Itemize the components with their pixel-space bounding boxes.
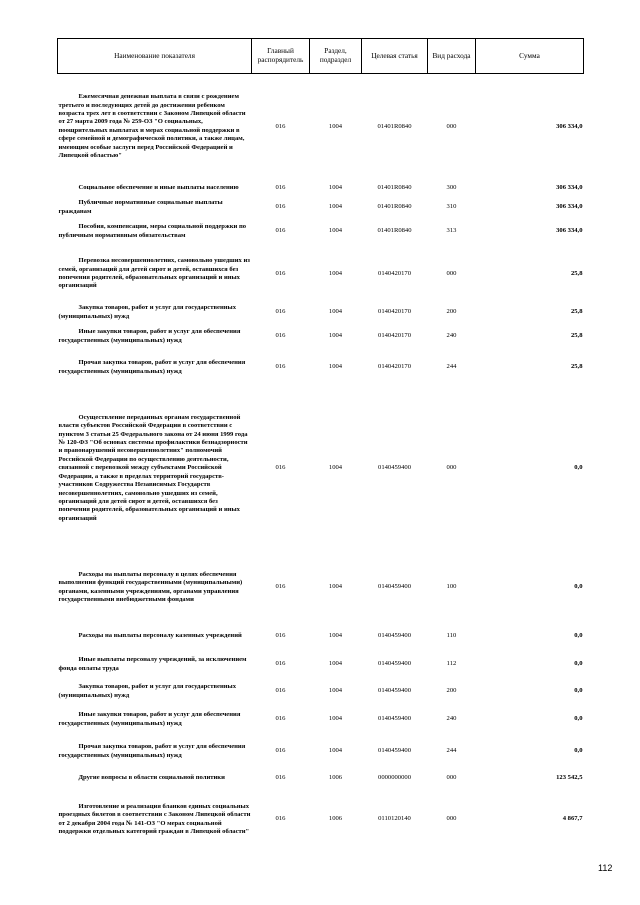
row-name: Иные закупки товаров, работ и услуг для обеспечения государственных (муниципальных) нужд <box>58 328 241 344</box>
row-sum: 25,8 <box>570 363 583 371</box>
row-expense: 000 <box>446 122 457 130</box>
row-target: 0140459400 <box>378 583 411 591</box>
table-header <box>58 39 584 74</box>
row-section: 1004 <box>328 583 343 591</box>
table-row <box>58 385 584 553</box>
row-section: 1004 <box>328 747 343 755</box>
header-name: Наименование показателя <box>58 39 252 74</box>
row-target: 0110120140 <box>378 815 411 823</box>
table-row <box>58 323 584 351</box>
row-name: Расходы на выплаты персоналу казенных учреждений <box>78 632 242 640</box>
row-expense: 000 <box>446 464 457 472</box>
row-name: Иные закупки товаров, работ и услуг для обеспечения государственных (муниципальных) нужд <box>58 711 241 727</box>
table-row <box>58 679 584 705</box>
header-sum: Сумма <box>476 39 584 74</box>
table-body <box>58 74 584 851</box>
row-target: 0140459400 <box>378 464 411 472</box>
page-number: 112 <box>598 863 613 873</box>
row-expense: 110 <box>446 632 457 640</box>
table-row <box>58 303 584 323</box>
row-expense: 310 <box>446 203 457 211</box>
table-row <box>58 623 584 651</box>
row-name: Прочая закупка товаров, работ и услуг для обеспечения государственных (муниципальных) нужд <box>58 359 246 375</box>
row-expense: 240 <box>446 715 457 723</box>
row-name: Другие вопросы в области социальной политики <box>78 774 225 782</box>
row-name: Пособия, компенсации, меры социальной поддержки по публичным нормативным обязательствам <box>58 223 247 239</box>
row-name: Ежемесячная денежная выплата в связи с рождением третьего и последующих детей до достижения ребенком возраста трех лет в соответствии с Законом Липецкой области от 27 марта 2009 года № 259-ОЗ "О социальных, поощрительных выплатах и мерах социальной поддержки в сфере семейной и демографической политики, а также лицам, имеющим особые заслуги перед Российской Федерацией и Липецкой областью" <box>58 93 246 159</box>
row-name: Осуществление переданных органам государственной власти субъектов Российской Федерации в соответствии с пунктом 3 статьи 25 Федерального закона от 24 июня 1999 года № 120-ФЗ "Об основах системы профилактики безнадзорности и правонарушений несовершеннолетних" полномочий Российской Федерации по осуществлению деятельности, связанной с перевозкой между субъектами Российской Федерации, а также в пределах территорий государств-участников Содружества Независимых Государств несовершеннолетних, самовольно ушедших из семей, организаций для детей сирот и детей, оставшихся без попечения родителей, образовательных организаций и иных организаций <box>58 413 248 522</box>
row-target: 0140459400 <box>378 687 411 695</box>
row-target: 0140459400 <box>378 660 411 668</box>
header-expense: Вид расхода <box>428 39 476 74</box>
row-expense: 112 <box>446 660 457 668</box>
row-name: Социальное обеспечение и иные выплаты населению <box>78 184 239 192</box>
row-sum: 25,8 <box>570 332 583 340</box>
row-sum: 0,0 <box>574 583 583 591</box>
row-target: 0140420170 <box>378 332 411 340</box>
table-row <box>58 735 584 769</box>
row-section: 1004 <box>328 632 343 640</box>
row-section: 1004 <box>328 122 343 130</box>
row-sum: 0,0 <box>574 632 583 640</box>
row-target: 0140459400 <box>378 747 411 755</box>
table-row <box>58 651 584 679</box>
row-section: 1004 <box>328 363 343 371</box>
header-admin: Главный распорядитель <box>252 39 310 74</box>
budget-table <box>57 38 584 851</box>
row-section: 1004 <box>328 184 343 192</box>
row-sum: 306 334,0 <box>556 227 583 235</box>
row-target: 0140420170 <box>378 363 411 371</box>
row-section: 1004 <box>328 464 343 472</box>
row-expense: 000 <box>446 774 457 782</box>
table-row <box>58 246 584 303</box>
row-section: 1004 <box>328 687 343 695</box>
row-section: 1004 <box>328 227 343 235</box>
row-target: 01401R0840 <box>377 122 412 130</box>
row-expense: 000 <box>446 815 457 823</box>
row-admin: 016 <box>275 774 286 782</box>
row-admin: 016 <box>275 815 286 823</box>
row-admin: 016 <box>275 227 286 235</box>
row-admin: 016 <box>275 464 286 472</box>
row-sum: 25,8 <box>570 269 583 277</box>
table-row <box>58 705 584 735</box>
table-row <box>58 553 584 623</box>
row-sum: 0,0 <box>574 747 583 755</box>
row-target: 0140420170 <box>378 269 411 277</box>
row-admin: 016 <box>275 269 286 277</box>
row-admin: 016 <box>275 632 286 640</box>
row-expense: 313 <box>446 227 457 235</box>
row-target: 01401R0840 <box>377 203 412 211</box>
row-sum: 25,8 <box>570 308 583 316</box>
row-section: 1004 <box>328 269 343 277</box>
row-target: 0140459400 <box>378 632 411 640</box>
row-target: 0000000000 <box>378 774 411 782</box>
row-name: Закупка товаров, работ и услуг для государственных (муниципальных) нужд <box>58 304 236 320</box>
row-target: 0140459400 <box>378 715 411 723</box>
row-sum: 4 867,7 <box>562 815 583 823</box>
row-expense: 200 <box>446 308 457 316</box>
row-admin: 016 <box>275 332 286 340</box>
row-admin: 016 <box>275 715 286 723</box>
row-sum: 306 334,0 <box>556 203 583 211</box>
row-name: Прочая закупка товаров, работ и услуг для обеспечения государственных (муниципальных) нужд <box>58 743 246 759</box>
row-section: 1004 <box>328 332 343 340</box>
row-admin: 016 <box>275 583 286 591</box>
row-sum: 0,0 <box>574 464 583 472</box>
row-admin: 016 <box>275 747 286 755</box>
table-row <box>58 769 584 789</box>
row-section: 1004 <box>328 715 343 723</box>
row-sum: 0,0 <box>574 660 583 668</box>
row-target: 01401R0840 <box>377 227 412 235</box>
row-expense: 000 <box>446 269 457 277</box>
row-target: 0140420170 <box>378 308 411 316</box>
table-row <box>58 180 584 198</box>
row-expense: 200 <box>446 687 457 695</box>
row-expense: 300 <box>446 184 457 192</box>
row-sum: 0,0 <box>574 715 583 723</box>
row-name: Иные выплаты персоналу учреждений, за исключением фонда оплаты труда <box>58 656 247 672</box>
table-row <box>58 351 584 385</box>
row-sum: 306 334,0 <box>556 122 583 130</box>
row-sum: 0,0 <box>574 687 583 695</box>
row-admin: 016 <box>275 687 286 695</box>
header-target: Целевая статья <box>362 39 428 74</box>
row-admin: 016 <box>275 122 286 130</box>
table-row <box>58 789 584 851</box>
row-expense: 244 <box>446 363 457 371</box>
row-section: 1006 <box>328 774 343 782</box>
row-name: Перевозка несовершеннолетних, самовольно ушедших из семей, организаций для детей сирот и детей, оставшихся без попечения родителей, образовательных организаций и иных организаций <box>58 257 250 290</box>
row-name: Публичные нормативные социальные выплаты гражданам <box>58 199 223 215</box>
row-admin: 016 <box>275 308 286 316</box>
table-row <box>58 198 584 218</box>
row-name: Расходы на выплаты персоналу в целях обеспечения выполнения функций государственными (муниципальными) органами, казенными учреждениями, органами управления государственными внебюджетными фондами <box>58 570 243 603</box>
row-expense: 240 <box>446 332 457 340</box>
row-expense: 100 <box>446 583 457 591</box>
row-admin: 016 <box>275 363 286 371</box>
header-section: Раздел, подраздел <box>310 39 362 74</box>
row-target: 01401R0840 <box>377 184 412 192</box>
row-section: 1004 <box>328 203 343 211</box>
row-sum: 123 542,5 <box>556 774 583 782</box>
row-admin: 016 <box>275 660 286 668</box>
row-sum: 306 334,0 <box>556 184 583 192</box>
row-admin: 016 <box>275 203 286 211</box>
table-row <box>58 74 584 180</box>
row-name: Закупка товаров, работ и услуг для государственных (муниципальных) нужд <box>58 683 236 699</box>
row-admin: 016 <box>275 184 286 192</box>
row-name: Изготовление и реализация бланков единых социальных проездных билетов в соответствии с Законом Липецкой области от 2 декабря 2004 года № 141-ОЗ "О мерах социальной поддержки отдельных категорий граждан в Липецкой области" <box>58 802 251 835</box>
row-section: 1004 <box>328 660 343 668</box>
table-row <box>58 218 584 246</box>
row-section: 1006 <box>328 815 343 823</box>
row-section: 1004 <box>328 308 343 316</box>
row-expense: 244 <box>446 747 457 755</box>
